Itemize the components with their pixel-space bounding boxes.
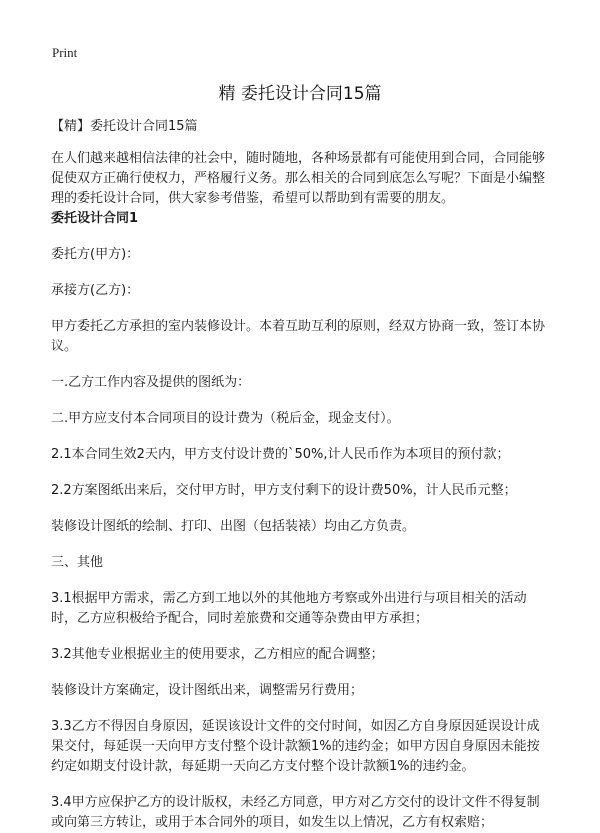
paragraph-clause-3-2: 3.2其他专业根据业主的使用要求，乙方相应的配合调整； xyxy=(51,647,384,662)
document-subtitle: 【精】委托设计合同15篇 xyxy=(51,119,198,134)
paragraph-adjustment: 装修设计方案确定，设计图纸出来，调整需另行费用； xyxy=(51,683,364,698)
document-title: 精 委托设计合同15篇 xyxy=(218,84,382,104)
paragraph-clause-2-1: 2.1本合同生效2天内，甲方支付设计费的`50%,计人民币作为本项目的预付款； xyxy=(51,447,510,462)
paragraph-clause-3-3: 3.3乙方不得因自身原因，延误该设计文件的交付时间，如因乙方自身原因延误设计成果交付，每延误一天向甲方支付整个设计款额1%的违约金；如甲方因自身原因未能按约定如期支付设计款，每延期一天向乙方支付整个设计款额1%的违约金。 xyxy=(51,719,540,774)
paragraph-clause-1: 一.乙方工作内容及提供的图纸为： xyxy=(51,375,251,390)
paragraph-contractor: 承接方(乙方)： xyxy=(51,283,140,298)
paragraph-clause-3: 三、其他 xyxy=(51,555,104,570)
paragraph-drawings: 装修设计图纸的绘制、打印、出图（包括装裱）均由乙方负责。 xyxy=(51,519,416,534)
paragraph-client: 委托方(甲方)： xyxy=(51,247,140,262)
paragraph-agreement: 甲方委托乙方承担的室内装修设计。本着互助互利的原则，经双方协商一致，签订本协议。 xyxy=(51,319,546,354)
paragraph-clause-2: 二.甲方应支付本合同项目的设计费为（税后金，现金支付）。 xyxy=(51,411,400,426)
intro-paragraph: 在人们越来越相信法律的社会中，随时随地，各种场景都有可能使用到合同，合同能够促使双方正确行使权力，严格履行义务。那么相关的合同到底怎么写呢？下面是小编整理的委托设计合同，供大家参考借鉴，希望可以帮助到有需要的朋友。 xyxy=(51,151,546,206)
paragraph-clause-3-1: 3.1根据甲方需求，需乙方到工地以外的其他地方考察或外出进行与项目相关的活动时，乙方应积极给予配合，同时差旅费和交通等杂费由甲方承担； xyxy=(51,591,527,626)
document-body xyxy=(51,117,551,833)
paragraph-clause-2-2: 2.2方案图纸出来后，交付甲方时，甲方支付剩下的设计费50%，计人民币元整； xyxy=(51,483,517,498)
section-heading: 委托设计合同1 xyxy=(51,211,139,226)
paragraph-clause-3-4: 3.4甲方应保护乙方的设计版权，未经乙方同意，甲方对乙方交付的设计文件不得复制或向第三方转让，或用于本合同外的项目，如发生以上情况，乙方有权索赔； xyxy=(51,795,540,830)
print-label: Print xyxy=(52,45,78,60)
